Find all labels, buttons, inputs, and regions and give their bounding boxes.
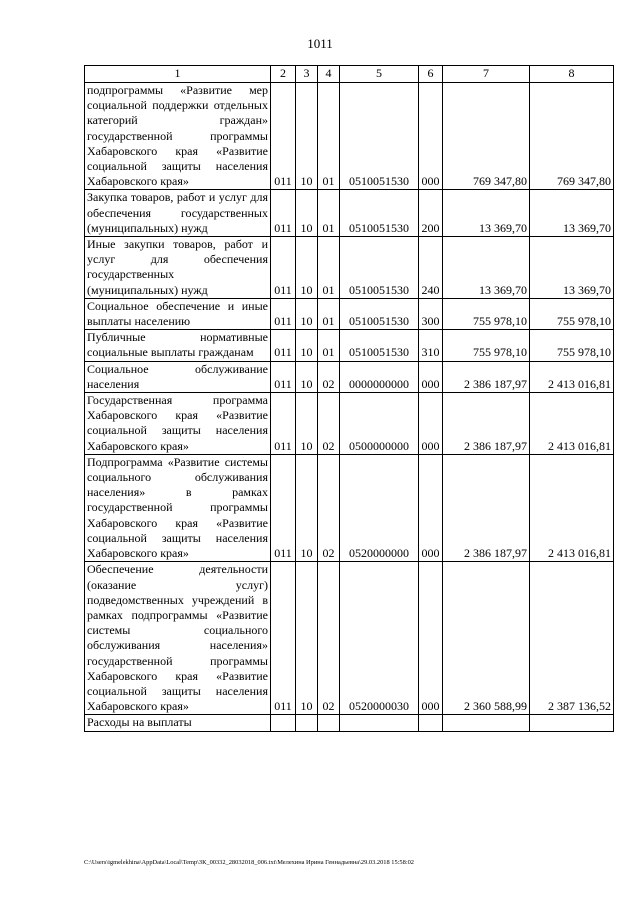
- ministry-code: 011: [271, 393, 296, 455]
- subsection-code: 01: [318, 190, 340, 237]
- target-article-code: 0520000000: [340, 454, 419, 561]
- table-row: [85, 83, 614, 190]
- row-name: Социальное обслуживание населения: [85, 361, 271, 392]
- section-code: 10: [296, 454, 318, 561]
- amount-year-2: 769 347,80: [530, 83, 614, 190]
- expense-type-code: 000: [419, 393, 443, 455]
- target-article-code: 0000000000: [340, 361, 419, 392]
- amount-year-2: 755 978,10: [530, 298, 614, 329]
- amount-year-2: 13 369,70: [530, 237, 614, 299]
- table-row: [85, 298, 614, 329]
- expense-type-code: 000: [419, 562, 443, 715]
- ministry-code: 011: [271, 237, 296, 299]
- row-name: Социальное обеспечение и иные выплаты населению: [85, 298, 271, 329]
- subsection-code: 01: [318, 298, 340, 329]
- subsection-code: 01: [318, 83, 340, 190]
- ministry-code: 011: [271, 454, 296, 561]
- amount-year-1: 2 386 187,97: [443, 361, 530, 392]
- section-code: 10: [296, 83, 318, 190]
- footer-file-path: C:\Users\igmelekhina\AppData\Local\Temp\ЗК_00332_28032018_006.txt\Мелехина Ирина Геннадьевна\29.03.2018 15:58:02: [84, 859, 414, 866]
- amount-year-1: 2 386 187,97: [443, 393, 530, 455]
- subsection-code: 02: [318, 562, 340, 715]
- expense-type-code: 200: [419, 190, 443, 237]
- expense-type-code: 240: [419, 237, 443, 299]
- target-article-code: 0510051530: [340, 330, 419, 361]
- header-cell: 7: [443, 66, 530, 83]
- section-code: 10: [296, 562, 318, 715]
- expense-type-code: 000: [419, 361, 443, 392]
- target-article-code: 0510051530: [340, 237, 419, 299]
- amount-year-2: [530, 715, 614, 731]
- header-cell: 5: [340, 66, 419, 83]
- row-name: Обеспечение деятельности (оказание услуг) подведомственных учреждений в рамках подпрограммы «Развитие системы социального обслуживания населения» государственной программы Хабаровского края «Развитие социальной защиты населения Хабаровского края»: [85, 562, 271, 715]
- section-code: 10: [296, 393, 318, 455]
- ministry-code: 011: [271, 190, 296, 237]
- amount-year-1: 755 978,10: [443, 330, 530, 361]
- expense-type-code: [419, 715, 443, 731]
- target-article-code: [340, 715, 419, 731]
- section-code: 10: [296, 361, 318, 392]
- section-code: 10: [296, 330, 318, 361]
- subsection-code: 02: [318, 393, 340, 455]
- row-name: Государственная программа Хабаровского края «Развитие социальной защиты населения Хабаровского края»: [85, 393, 271, 455]
- subsection-code: 01: [318, 330, 340, 361]
- amount-year-1: 2 386 187,97: [443, 454, 530, 561]
- amount-year-1: 755 978,10: [443, 298, 530, 329]
- amount-year-2: 2 413 016,81: [530, 454, 614, 561]
- amount-year-1: 13 369,70: [443, 237, 530, 299]
- expense-type-code: 310: [419, 330, 443, 361]
- row-name: Публичные нормативные социальные выплаты гражданам: [85, 330, 271, 361]
- table-header-row: [85, 66, 614, 83]
- ministry-code: 011: [271, 83, 296, 190]
- section-code: 10: [296, 237, 318, 299]
- page-number: 1011: [307, 36, 333, 51]
- target-article-code: 0500000000: [340, 393, 419, 455]
- target-article-code: 0510051530: [340, 83, 419, 190]
- table-row: [85, 237, 614, 299]
- expense-type-code: 000: [419, 454, 443, 561]
- header-cell: 6: [419, 66, 443, 83]
- amount-year-1: 2 360 588,99: [443, 562, 530, 715]
- row-name: подпрограммы «Развитие мер социальной поддержки отдельных категорий граждан» государственной программы Хабаровского края «Развитие социальной защиты населения Хабаровского края»: [85, 83, 271, 190]
- table-row: [85, 562, 614, 715]
- section-code: 10: [296, 190, 318, 237]
- subsection-code: 01: [318, 237, 340, 299]
- header-cell: 4: [318, 66, 340, 83]
- table-row: [85, 393, 614, 455]
- ministry-code: 011: [271, 330, 296, 361]
- ministry-code: 011: [271, 298, 296, 329]
- table-row: [85, 330, 614, 361]
- table-row: [85, 454, 614, 561]
- target-article-code: 0510051530: [340, 298, 419, 329]
- ministry-code: [271, 715, 296, 731]
- subsection-code: [318, 715, 340, 731]
- table-row: [85, 190, 614, 237]
- header-cell: 8: [530, 66, 614, 83]
- amount-year-2: 2 413 016,81: [530, 361, 614, 392]
- row-name: Подпрограмма «Развитие системы социального обслуживания населения» в рамках государственной программы Хабаровского края «Развитие социальной защиты населения Хабаровского края»: [85, 454, 271, 561]
- header-cell: 1: [85, 66, 271, 83]
- row-name: Иные закупки товаров, работ и услуг для обеспечения государственных (муниципальных) нужд: [85, 237, 271, 299]
- ministry-code: 011: [271, 562, 296, 715]
- row-name: Расходы на выплаты: [85, 715, 271, 731]
- table-row: [85, 715, 614, 731]
- table-row: [85, 361, 614, 392]
- budget-table: [84, 65, 614, 732]
- row-name: Закупка товаров, работ и услуг для обеспечения государственных (муниципальных) нужд: [85, 190, 271, 237]
- header-cell: 3: [296, 66, 318, 83]
- amount-year-1: [443, 715, 530, 731]
- ministry-code: 011: [271, 361, 296, 392]
- expense-type-code: 000: [419, 83, 443, 190]
- target-article-code: 0520000030: [340, 562, 419, 715]
- section-code: 10: [296, 298, 318, 329]
- amount-year-2: 755 978,10: [530, 330, 614, 361]
- header-cell: 2: [271, 66, 296, 83]
- section-code: [296, 715, 318, 731]
- expense-type-code: 300: [419, 298, 443, 329]
- amount-year-1: 13 369,70: [443, 190, 530, 237]
- amount-year-2: 2 387 136,52: [530, 562, 614, 715]
- amount-year-2: 13 369,70: [530, 190, 614, 237]
- subsection-code: 02: [318, 454, 340, 561]
- amount-year-1: 769 347,80: [443, 83, 530, 190]
- target-article-code: 0510051530: [340, 190, 419, 237]
- subsection-code: 02: [318, 361, 340, 392]
- amount-year-2: 2 413 016,81: [530, 393, 614, 455]
